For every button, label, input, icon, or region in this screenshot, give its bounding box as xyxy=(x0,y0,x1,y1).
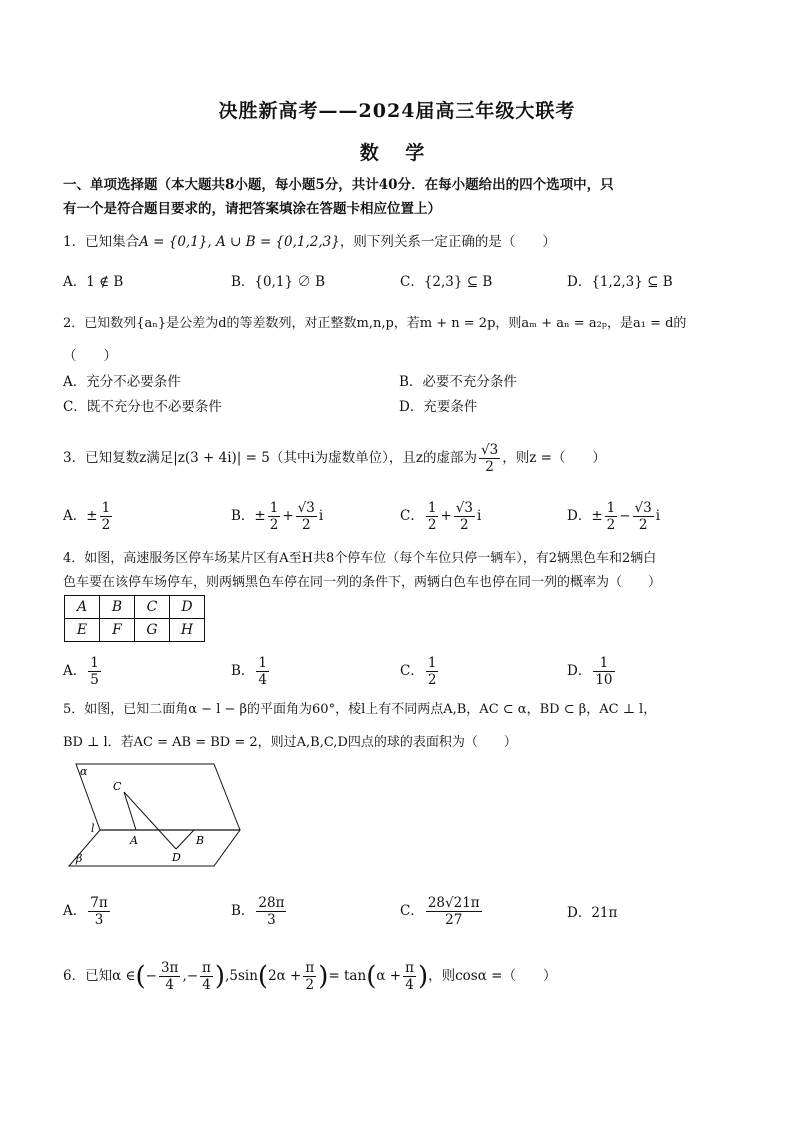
grid-cell: C xyxy=(135,596,170,619)
label-l: l xyxy=(91,822,95,835)
grid-cell: E xyxy=(65,619,100,642)
q3-stem-b: ，则z =（ ） xyxy=(502,450,606,466)
grid-cell: H xyxy=(170,619,205,642)
q4-option-a[interactable]: A． $\frac{1}{5}$ xyxy=(63,655,99,688)
grid-cell: A xyxy=(65,596,100,619)
q1-option-d[interactable]: D．{1,2,3} ⊆ B xyxy=(567,274,673,290)
question-6-stem: 6．已知α ∈(− $\frac{3\pi}{4}$ ,− $\frac{\pi}{4}$ ),5sin(2α + $\frac{\pi}{2}$ )= tan(α + $\frac{\pi}{4}$ )，则cosα =（ ） xyxy=(63,960,557,993)
question-5-stem-line1: 5．如图，已知二面角α − l − β的平面角为60°，棱l上有不同两点A,B，AC ⊂ α，BD ⊂ β，AC ⊥ l， xyxy=(63,702,657,717)
q3-option-d[interactable]: D．± $\frac{1}{2}$ − $\frac{√3}{2}$ i xyxy=(567,500,661,533)
q3-fraction: $\frac{√3}{2}$ xyxy=(481,442,499,475)
q3-stem-a: 3．已知复数z满足|z(3 + 4i)| = 5（其中i为虚数单位），且z的虚部为 xyxy=(63,450,477,466)
question-4-stem-line2: 色车要在该停车场停车，则两辆黑色车停在同一列的条件下，两辆白色车也停在同一列的概率为（ ） xyxy=(63,575,662,590)
section-heading-line1: 一、单项选择题（本大题共8小题，每小题5分，共计40分．在每小题给出的四个选项中，只 xyxy=(63,177,614,193)
segment-bd xyxy=(176,830,194,849)
q1-option-b[interactable]: B．{0,1} ∅ B xyxy=(231,274,326,290)
subject-title: 数 学 xyxy=(359,142,435,164)
plane-alpha xyxy=(76,764,240,830)
q4-option-b[interactable]: B． $\frac{1}{4}$ xyxy=(231,655,268,688)
q1-math: A = {0,1}, A ∪ B = {0,1,2,3} xyxy=(139,234,340,250)
question-1-stem xyxy=(63,232,743,252)
q2-option-a[interactable]: A．充分不必要条件 xyxy=(63,374,181,390)
q2-option-c[interactable]: C．既不充分也不必要条件 xyxy=(63,399,222,415)
q2-answer-paren: （ ） xyxy=(63,348,117,364)
grid-cell: F xyxy=(100,619,135,642)
label-d: D xyxy=(172,851,181,864)
dihedral-angle-figure xyxy=(64,758,244,878)
grid-row xyxy=(65,596,205,619)
grid-cell: G xyxy=(135,619,170,642)
q1-stem-a: 1．已知集合 xyxy=(63,234,140,250)
label-a: A xyxy=(130,834,138,847)
question-4-stem-line1: 4．如图，高速服务区停车场某片区有A至H共8个停车位（每个车位只停一辆车），有2辆黑色车和2辆白 xyxy=(63,551,657,566)
q1-stem-b: ，则下列关系一定正确的是（ ） xyxy=(339,234,556,250)
label-beta: β xyxy=(76,852,83,865)
q5-option-d[interactable]: D．21π xyxy=(567,905,618,921)
grid-cell: B xyxy=(100,596,135,619)
question-3-stem xyxy=(63,442,743,475)
q2-option-b[interactable]: B．必要不充分条件 xyxy=(399,374,517,390)
q3-option-b[interactable]: B．± $\frac{1}{2}$ + $\frac{√3}{2}$ i xyxy=(231,500,324,533)
label-c: C xyxy=(113,780,122,793)
segment-ac xyxy=(124,792,136,830)
label-b: B xyxy=(196,834,205,847)
q3-option-a[interactable]: A．± $\frac{1}{2}$ xyxy=(63,500,111,533)
section-heading-line2: 有一个是符合题目要求的，请把答案填涂在答题卡相应位置上） xyxy=(63,201,441,217)
parking-grid xyxy=(64,595,205,642)
q4-option-d[interactable]: D． $\frac{1}{10}$ xyxy=(567,655,613,688)
grid-row xyxy=(65,619,205,642)
q1-option-a[interactable]: A．1 ∉ B xyxy=(63,274,124,290)
label-alpha: α xyxy=(80,765,88,778)
q2-option-d[interactable]: D．充要条件 xyxy=(399,399,478,415)
q5-option-c[interactable]: C． $\frac{28√21\pi}{27}$ xyxy=(400,895,480,928)
exam-title: 决胜新高考——2024届高三年级大联考 xyxy=(218,100,576,122)
plane-beta xyxy=(69,830,240,866)
question-5-stem-line2: BD ⊥ l．若AC = AB = BD = 2，则过A,B,C,D四点的球的表面积为（ ） xyxy=(63,735,517,750)
question-2-stem: 2．已知数列{aₙ}是公差为d的等差数列，对正整数m,n,p，若m + n = 2p，则aₘ + aₙ = a₂ₚ，是a₁ = d的 xyxy=(63,316,687,331)
q5-option-a[interactable]: A． $\frac{7\pi}{3}$ xyxy=(63,895,108,928)
q3-option-c[interactable]: C． $\frac{1}{2}$ + $\frac{√3}{2}$ i xyxy=(400,500,482,533)
q5-option-b[interactable]: B． $\frac{28\pi}{3}$ xyxy=(231,895,285,928)
q1-option-c[interactable]: C．{2,3} ⊆ B xyxy=(400,274,493,290)
grid-cell: D xyxy=(170,596,205,619)
q4-option-c[interactable]: C． $\frac{1}{2}$ xyxy=(400,655,437,688)
